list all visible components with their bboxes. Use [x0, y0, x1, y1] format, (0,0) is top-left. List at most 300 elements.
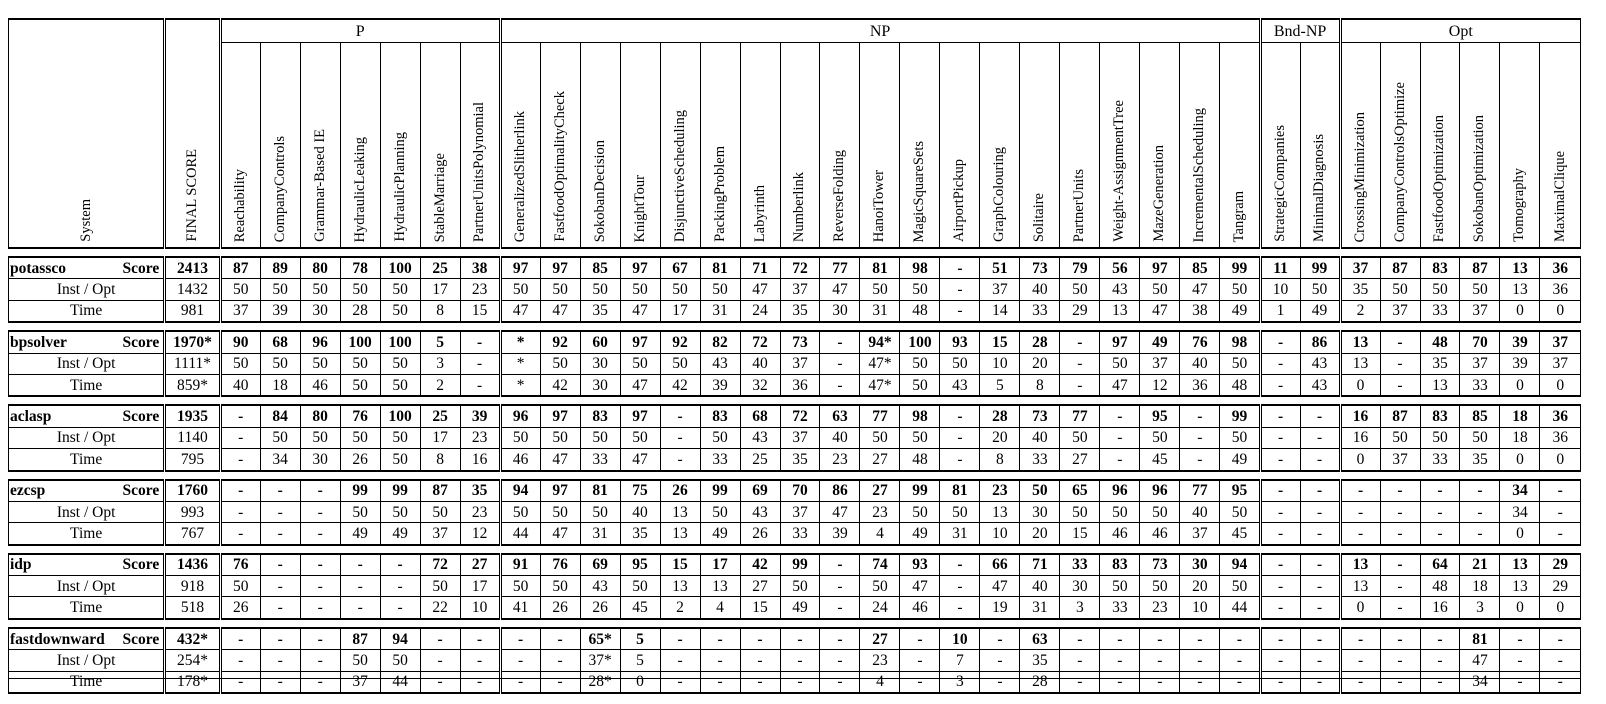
score-cell: 96	[1140, 480, 1180, 502]
score-cell: 77	[820, 257, 860, 279]
final-score-cell: 1970*	[165, 331, 220, 353]
score-cell: -	[1220, 671, 1260, 693]
score-cell: 27	[860, 628, 900, 650]
score-cell: -	[1420, 671, 1460, 693]
score-cell: 50	[340, 650, 380, 671]
score-cell: -	[420, 671, 460, 693]
final-score-cell: 918	[165, 576, 220, 597]
row-label: Time	[9, 300, 165, 322]
score-cell: 39	[820, 523, 860, 545]
score-cell: 78	[340, 257, 380, 279]
score-cell: 33	[1020, 449, 1060, 471]
system-row	[9, 628, 1581, 650]
score-cell: 35	[780, 300, 820, 322]
score-cell: 49	[1300, 300, 1340, 322]
score-cell: -	[260, 480, 300, 502]
score-cell: 23	[460, 427, 500, 448]
score-cell: 40	[220, 374, 260, 396]
score-cell: -	[1260, 501, 1300, 522]
score-cell: -	[380, 597, 420, 619]
score-cell: 50	[1460, 427, 1500, 448]
score-cell: 79	[1060, 257, 1100, 279]
score-cell: 8	[1020, 374, 1060, 396]
score-cell: -	[1420, 501, 1460, 522]
score-cell: -	[220, 405, 260, 427]
row-label: Inst / Opt	[9, 353, 165, 374]
score-cell: 50	[300, 279, 340, 300]
score-cell: 50	[340, 353, 380, 374]
score-cell: 83	[1100, 554, 1140, 576]
score-cell: 50	[900, 427, 940, 448]
final-score-cell: 254*	[165, 650, 220, 671]
score-cell: 83	[700, 405, 740, 427]
score-cell: 35	[1340, 279, 1380, 300]
score-cell: 31	[940, 523, 980, 545]
score-cell: 87	[1460, 257, 1500, 279]
score-cell: 20	[1020, 523, 1060, 545]
score-cell: -	[940, 279, 980, 300]
problem-name: HanoiTower	[871, 169, 888, 242]
score-cell: -	[1260, 353, 1300, 374]
score-cell: -	[1300, 554, 1340, 576]
score-cell: 15	[1060, 523, 1100, 545]
score-cell: 37	[1340, 257, 1380, 279]
score-cell: 50	[380, 650, 420, 671]
score-cell: -	[220, 501, 260, 522]
score-cell: -	[300, 576, 340, 597]
score-cell: -	[1260, 405, 1300, 427]
score-cell: 33	[1420, 300, 1460, 322]
score-cell: 50	[1460, 279, 1500, 300]
score-cell: -	[820, 331, 860, 353]
score-cell: -	[700, 671, 740, 693]
score-cell: 47	[1100, 374, 1140, 396]
score-cell: 87	[1380, 405, 1420, 427]
score-cell: -	[540, 628, 580, 650]
system-row	[9, 353, 1581, 374]
score-cell: 95	[620, 554, 660, 576]
score-cell: 50	[620, 279, 660, 300]
score-cell: 64	[1420, 554, 1460, 576]
score-cell: -	[340, 554, 380, 576]
score-cell: 50	[340, 279, 380, 300]
score-cell: 50	[500, 279, 540, 300]
problem-column-header	[1380, 43, 1420, 249]
score-cell: 65*	[580, 628, 620, 650]
score-cell: -	[900, 628, 940, 650]
problem-column-header	[380, 43, 420, 249]
score-cell: -	[700, 650, 740, 671]
score-cell: 35	[780, 449, 820, 471]
score-cell: 94	[1220, 554, 1260, 576]
score-cell: 50	[1100, 576, 1140, 597]
score-cell: -	[300, 597, 340, 619]
category-header: NP	[500, 19, 1260, 43]
score-cell: 37	[1540, 331, 1581, 353]
score-cell: 50	[1420, 279, 1460, 300]
score-cell: 29	[1540, 554, 1581, 576]
score-cell: 99	[900, 480, 940, 502]
problem-column-header	[700, 43, 740, 249]
problem-header-row	[9, 43, 1581, 249]
score-cell: -	[1500, 628, 1540, 650]
score-cell: -	[660, 449, 700, 471]
score-cell: 13	[1500, 576, 1540, 597]
row-label: Score	[122, 333, 160, 351]
score-cell: 50	[620, 427, 660, 448]
score-cell: -	[940, 300, 980, 322]
problem-column-header	[940, 43, 980, 249]
score-cell: -	[900, 650, 940, 671]
final-score-cell: 1760	[165, 480, 220, 502]
score-cell: 99	[780, 554, 820, 576]
score-cell: 5	[420, 331, 460, 353]
score-cell: 13	[660, 576, 700, 597]
system-name: potassco	[10, 259, 66, 277]
problem-column-header	[980, 43, 1020, 249]
score-cell: 51	[980, 257, 1020, 279]
score-cell: 77	[1180, 480, 1220, 502]
score-cell: 30	[1020, 501, 1060, 522]
score-cell: -	[300, 480, 340, 502]
score-cell: 82	[700, 331, 740, 353]
score-cell: 34	[1500, 501, 1540, 522]
score-cell: 50	[1220, 353, 1260, 374]
problem-column-header	[260, 43, 300, 249]
score-cell: 93	[900, 554, 940, 576]
score-cell: 8	[980, 449, 1020, 471]
score-cell: 50	[540, 576, 580, 597]
score-cell: -	[940, 576, 980, 597]
problem-column-header	[1340, 43, 1380, 249]
system-row	[9, 650, 1581, 671]
score-cell: 100	[900, 331, 940, 353]
score-cell: -	[1300, 597, 1340, 619]
score-cell: 38	[1180, 300, 1220, 322]
score-cell: 40	[1020, 279, 1060, 300]
problem-name: StableMarriage	[431, 152, 448, 242]
score-cell: 36	[780, 374, 820, 396]
score-cell: 18	[1500, 427, 1540, 448]
score-cell: 17	[460, 576, 500, 597]
score-cell: 100	[340, 331, 380, 353]
score-cell: -	[460, 628, 500, 650]
score-cell: 47	[1180, 279, 1220, 300]
score-cell: 42	[740, 554, 780, 576]
score-cell: 49	[380, 523, 420, 545]
score-cell: 50	[380, 427, 420, 448]
score-cell: 84	[260, 405, 300, 427]
system-row	[9, 449, 1581, 471]
score-cell: 0	[1540, 597, 1581, 619]
score-cell: 50	[1220, 501, 1260, 522]
problem-column-header	[220, 43, 260, 249]
problem-name: FastfoodOptimalityCheck	[551, 91, 568, 242]
score-cell: 5	[620, 628, 660, 650]
score-cell: 28	[980, 405, 1020, 427]
score-cell: 50	[1140, 427, 1180, 448]
score-cell: 12	[460, 523, 500, 545]
score-cell: 10	[460, 597, 500, 619]
score-cell: -	[1060, 650, 1100, 671]
score-cell: 10	[1260, 279, 1300, 300]
score-cell: 42	[660, 374, 700, 396]
score-cell: 47	[820, 501, 860, 522]
score-cell: 50	[1420, 427, 1460, 448]
score-cell: 10	[940, 628, 980, 650]
score-cell: 76	[540, 554, 580, 576]
score-cell: 47	[620, 374, 660, 396]
score-cell: 35	[620, 523, 660, 545]
score-cell: 43	[740, 501, 780, 522]
score-cell: 2	[420, 374, 460, 396]
score-cell: 13	[700, 576, 740, 597]
score-cell: -	[300, 671, 340, 693]
score-cell: -	[1060, 331, 1100, 353]
score-cell: -	[460, 331, 500, 353]
score-cell: 50	[660, 353, 700, 374]
score-cell: 0	[1540, 300, 1581, 322]
score-cell: 15	[980, 331, 1020, 353]
score-cell: 37	[780, 353, 820, 374]
score-cell: -	[1260, 331, 1300, 353]
score-cell: 94*	[860, 331, 900, 353]
score-cell: -	[1060, 353, 1100, 374]
score-cell: 97	[1100, 331, 1140, 353]
score-cell: 0	[1500, 374, 1540, 396]
final-score-cell: 432*	[165, 628, 220, 650]
score-cell: -	[1420, 523, 1460, 545]
score-cell: -	[1460, 501, 1500, 522]
score-cell: -	[380, 576, 420, 597]
score-cell: 96	[300, 331, 340, 353]
score-cell: 3	[1460, 597, 1500, 619]
score-cell: 17	[660, 300, 700, 322]
score-cell: -	[700, 628, 740, 650]
score-cell: -	[780, 671, 820, 693]
score-cell: 10	[980, 523, 1020, 545]
score-cell: 14	[980, 300, 1020, 322]
score-cell: 13	[980, 501, 1020, 522]
score-cell: -	[1380, 523, 1420, 545]
score-cell: 50	[540, 427, 580, 448]
final-score-cell: 795	[165, 449, 220, 471]
score-cell: 13	[1420, 374, 1460, 396]
group-spacer	[9, 471, 1581, 480]
score-cell: 47	[1460, 650, 1500, 671]
score-cell: -	[220, 650, 260, 671]
final-score-cell: 981	[165, 300, 220, 322]
score-cell: 50	[300, 427, 340, 448]
results-table	[8, 18, 1581, 694]
score-cell: 50	[420, 576, 460, 597]
score-cell: 4	[700, 597, 740, 619]
score-cell: 95	[1140, 405, 1180, 427]
score-cell: 44	[500, 523, 540, 545]
final-score-cell: 767	[165, 523, 220, 545]
score-cell: 22	[420, 597, 460, 619]
score-cell: 50	[860, 576, 900, 597]
row-label: Score	[122, 556, 160, 574]
score-cell: 50	[660, 279, 700, 300]
score-cell: 3	[1060, 597, 1100, 619]
category-header-row	[9, 19, 1581, 43]
system-name: aclasp	[10, 408, 52, 426]
score-cell: -	[780, 628, 820, 650]
problem-column-header	[300, 43, 340, 249]
score-cell: -	[820, 671, 860, 693]
score-cell: -	[1100, 650, 1140, 671]
score-cell: 81	[860, 257, 900, 279]
score-cell: 30	[580, 353, 620, 374]
problem-name: PartnerUnits	[1071, 168, 1088, 242]
score-cell: 50	[620, 353, 660, 374]
score-cell: -	[940, 405, 980, 427]
score-cell: -	[820, 597, 860, 619]
score-cell: 87	[220, 257, 260, 279]
score-cell: 30	[300, 300, 340, 322]
score-cell: 73	[780, 331, 820, 353]
score-cell: 97	[620, 405, 660, 427]
system-header-label: System	[77, 199, 94, 242]
score-cell: 67	[660, 257, 700, 279]
score-cell: 63	[820, 405, 860, 427]
score-cell: -	[1060, 671, 1100, 693]
score-cell: -	[1140, 628, 1180, 650]
score-cell: -	[1540, 523, 1581, 545]
score-cell: -	[980, 671, 1020, 693]
score-cell: 100	[380, 257, 420, 279]
score-cell: 92	[660, 331, 700, 353]
score-cell: 0	[1340, 449, 1380, 471]
score-cell: 47*	[860, 353, 900, 374]
score-cell: -	[220, 480, 260, 502]
score-cell: 24	[740, 300, 780, 322]
problem-name: MazeGeneration	[1151, 145, 1168, 242]
score-cell: -	[1380, 597, 1420, 619]
score-cell: 87	[340, 628, 380, 650]
score-cell: 85	[1180, 257, 1220, 279]
problem-name: Numberlink	[791, 171, 808, 242]
problem-name: MagicSquareSets	[911, 140, 928, 242]
score-cell: 40	[1180, 501, 1220, 522]
score-cell: 19	[980, 597, 1020, 619]
score-cell: -	[1060, 628, 1100, 650]
score-cell: 47	[740, 279, 780, 300]
score-cell: 40	[820, 427, 860, 448]
score-cell: -	[1420, 628, 1460, 650]
score-cell: 99	[340, 480, 380, 502]
score-cell: -	[1260, 628, 1300, 650]
score-cell: 43	[1100, 279, 1140, 300]
score-cell: -	[780, 650, 820, 671]
score-cell: -	[220, 523, 260, 545]
score-cell: -	[340, 576, 380, 597]
score-cell: -	[820, 628, 860, 650]
score-cell: 49	[1220, 449, 1260, 471]
score-cell: 23	[1140, 597, 1180, 619]
score-cell: 36	[1180, 374, 1220, 396]
row-label: Time	[9, 671, 165, 693]
score-cell: -	[1100, 628, 1140, 650]
score-cell: 17	[420, 279, 460, 300]
score-cell: 43	[1300, 353, 1340, 374]
score-cell: -	[260, 650, 300, 671]
score-cell: 50	[1380, 279, 1420, 300]
score-cell: 4	[860, 523, 900, 545]
score-cell: 49	[700, 523, 740, 545]
system-row	[9, 523, 1581, 545]
score-cell: -	[1420, 650, 1460, 671]
score-cell: 100	[380, 331, 420, 353]
score-cell: -	[1300, 523, 1340, 545]
score-cell: 13	[1500, 279, 1540, 300]
score-cell: -	[660, 405, 700, 427]
score-cell: 50	[1060, 427, 1100, 448]
score-cell: 39	[1500, 353, 1540, 374]
score-cell: 17	[700, 554, 740, 576]
row-label: Inst / Opt	[9, 501, 165, 522]
score-cell: *	[500, 374, 540, 396]
score-cell: *	[500, 353, 540, 374]
score-cell: -	[300, 650, 340, 671]
score-cell: -	[820, 353, 860, 374]
score-cell: 13	[1500, 257, 1540, 279]
score-cell: -	[1380, 671, 1420, 693]
score-cell: 97	[540, 480, 580, 502]
score-cell: 50	[1380, 427, 1420, 448]
problem-column-header	[340, 43, 380, 249]
score-cell: 31	[700, 300, 740, 322]
score-cell: 99	[380, 480, 420, 502]
score-cell: 33	[780, 523, 820, 545]
score-cell: 50	[380, 279, 420, 300]
score-cell: 50	[380, 449, 420, 471]
score-cell: 100	[380, 405, 420, 427]
score-cell: 44	[380, 671, 420, 693]
score-cell: 36	[1540, 427, 1581, 448]
final-score-cell: 1111*	[165, 353, 220, 374]
system-row	[9, 374, 1581, 396]
score-cell: 75	[620, 480, 660, 502]
score-cell: 37	[220, 300, 260, 322]
row-label: Inst / Opt	[9, 650, 165, 671]
score-cell: 73	[1020, 257, 1060, 279]
score-cell: 30	[580, 374, 620, 396]
score-cell: 48	[1220, 374, 1260, 396]
category-header: Bnd-NP	[1260, 19, 1340, 43]
final-score-cell: 1140	[165, 427, 220, 448]
score-cell: 35	[1020, 650, 1060, 671]
system-row	[9, 331, 1581, 353]
category-header: Opt	[1340, 19, 1580, 43]
score-cell: -	[1340, 650, 1380, 671]
score-cell: -	[1060, 374, 1100, 396]
score-cell: -	[1340, 671, 1380, 693]
score-cell: 33	[1420, 449, 1460, 471]
score-cell: 81	[700, 257, 740, 279]
score-cell: -	[220, 628, 260, 650]
score-cell: 50	[900, 374, 940, 396]
score-cell: 50	[380, 300, 420, 322]
score-cell: 50	[1140, 279, 1180, 300]
score-cell: 26	[340, 449, 380, 471]
score-cell: 50	[940, 501, 980, 522]
final-score-cell: 518	[165, 597, 220, 619]
score-cell: 15	[460, 300, 500, 322]
score-cell: 87	[420, 480, 460, 502]
score-cell: 50	[300, 353, 340, 374]
